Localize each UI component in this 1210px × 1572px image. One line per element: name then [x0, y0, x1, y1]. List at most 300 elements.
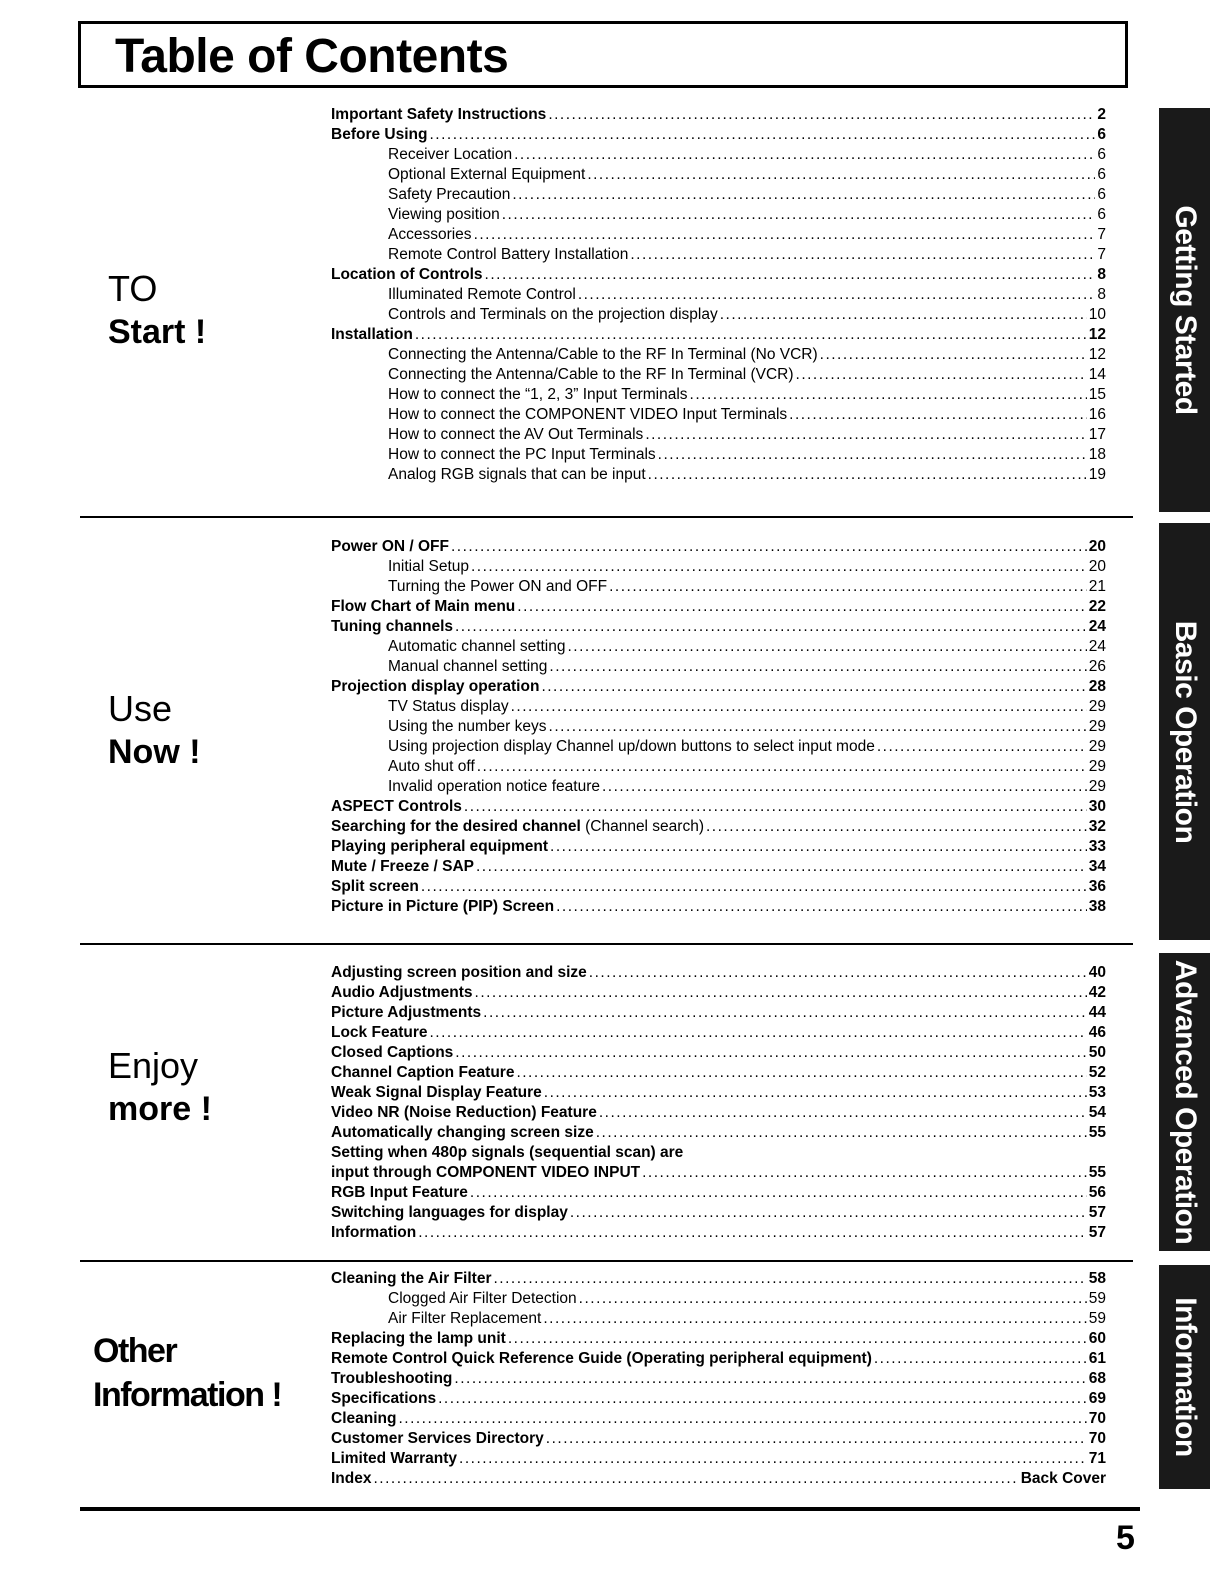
- dot-leader: [549, 717, 1087, 737]
- dot-leader: [874, 1349, 1087, 1369]
- toc-entry-title: [388, 657, 547, 677]
- toc-entry-page: 32: [1088, 818, 1106, 835]
- section-label-line2: Now !: [108, 733, 201, 771]
- toc-entry-page: 2: [1097, 106, 1106, 123]
- toc-entry-page: 14: [1088, 366, 1106, 383]
- toc-entry-title: [331, 1203, 568, 1223]
- toc-entry: [331, 1349, 1106, 1369]
- toc-entry-title: [388, 757, 475, 777]
- toc-entry-page: 16: [1088, 406, 1106, 423]
- bottom-rule: [80, 1507, 1140, 1511]
- dot-leader: [438, 1389, 1087, 1409]
- toc-entry-page: 34: [1088, 858, 1106, 875]
- toc-entry-title-text: Connecting the Antenna/Cable to the RF In Terminal (No VCR): [388, 346, 818, 363]
- toc-entry: [331, 1203, 1106, 1223]
- section-label-line2: Start !: [108, 313, 207, 351]
- section-divider: [80, 943, 1133, 945]
- toc-entry-page: 29: [1088, 778, 1106, 795]
- toc-entry-title: [331, 125, 427, 145]
- toc-entry-page: 18: [1088, 446, 1106, 463]
- toc-entry-title: [388, 1289, 577, 1309]
- dot-leader: [455, 1043, 1086, 1063]
- toc-entry-page: 68: [1088, 1370, 1106, 1387]
- dot-leader: [546, 1429, 1087, 1449]
- toc-entry-page: 6: [1097, 186, 1106, 203]
- toc-entry-title-text: Flow Chart of Main menu: [331, 598, 516, 615]
- toc-entry-title-text: ASPECT Controls: [331, 798, 462, 815]
- toc-entry-title: [388, 225, 472, 245]
- toc-entry: [331, 1329, 1106, 1349]
- dot-leader: [418, 1223, 1087, 1243]
- toc-entry-page: 12: [1088, 346, 1106, 363]
- toc-entry-title-text: input through COMPONENT VIDEO INPUT: [331, 1164, 641, 1181]
- dot-leader: [429, 1023, 1086, 1043]
- toc-entry-page: 24: [1088, 638, 1106, 655]
- toc-entry: [331, 405, 1106, 425]
- tab-label: Getting Started: [1168, 205, 1202, 415]
- toc-entry-title: [388, 205, 500, 225]
- tab-information: [1159, 1265, 1210, 1489]
- toc-entry-title-text: Before Using: [331, 126, 428, 143]
- toc-entry-page: 28: [1088, 678, 1106, 695]
- toc-entry-title-text: RGB Input Feature: [331, 1184, 468, 1201]
- toc-entry-title-text: Using projection display Channel up/down buttons to select input mode: [388, 738, 875, 755]
- toc-entry-page: 69: [1088, 1390, 1106, 1407]
- dot-leader: [474, 225, 1096, 245]
- toc-entry-title: [331, 677, 539, 697]
- toc-entry-page: 53: [1088, 1084, 1106, 1101]
- toc-entry: [331, 445, 1106, 465]
- toc-entry: [331, 557, 1106, 577]
- dot-leader: [648, 465, 1087, 485]
- section-label-line1: Use: [108, 688, 173, 729]
- dot-leader: [579, 1289, 1087, 1309]
- toc-entry-title: [331, 1003, 481, 1023]
- toc-entry: [331, 577, 1106, 597]
- tab-getting-started: [1159, 108, 1210, 512]
- toc-entry-title: [388, 405, 787, 425]
- toc-entry-title: [331, 983, 473, 1003]
- toc-entry-title-text: Replacing the lamp unit: [331, 1330, 506, 1347]
- dot-leader: [609, 577, 1087, 597]
- toc-entry: [331, 1469, 1106, 1489]
- dot-leader: [451, 537, 1087, 557]
- toc-entry: [331, 245, 1106, 265]
- toc-entry-title-text: Receiver Location: [388, 146, 513, 163]
- dot-leader: [820, 345, 1087, 365]
- toc-entry-page: 6: [1097, 206, 1106, 223]
- dot-leader: [877, 737, 1087, 757]
- dot-leader: [548, 105, 1095, 125]
- toc-entry-title: [388, 305, 718, 325]
- toc-entry-page: 29: [1088, 758, 1106, 775]
- dot-leader: [508, 1329, 1087, 1349]
- dot-leader: [485, 265, 1096, 285]
- dot-leader: [796, 365, 1087, 385]
- toc-entry-title-text: Cleaning: [331, 1410, 397, 1427]
- toc-entry-page: 7: [1097, 226, 1106, 243]
- toc-entry-title-text: Using the number keys: [388, 718, 547, 735]
- dot-leader: [578, 285, 1096, 305]
- toc-entry: [331, 1289, 1106, 1309]
- toc-group-use: [331, 537, 1106, 917]
- toc-entry-title: [331, 837, 548, 857]
- toc-entry: [331, 817, 1106, 837]
- toc-entry: [331, 1103, 1106, 1123]
- toc-entry-title: [388, 637, 566, 657]
- toc-entry: [331, 265, 1106, 285]
- toc-entry-title: [331, 1469, 371, 1489]
- toc-entry: [331, 1083, 1106, 1103]
- toc-entry-title-text: Lock Feature: [331, 1024, 428, 1041]
- section-label-other: [93, 1329, 281, 1417]
- dot-leader: [587, 165, 1095, 185]
- toc-entry-title-text: Remote Control Quick Reference Guide (Operating peripheral equipment): [331, 1350, 872, 1367]
- section-label-start: [108, 268, 206, 354]
- toc-entry: [331, 983, 1106, 1003]
- toc-entry-title-text: Playing peripheral equipment: [331, 838, 549, 855]
- dot-leader: [455, 617, 1087, 637]
- toc-entry-title: [388, 285, 576, 305]
- tab-basic-operation: [1159, 523, 1210, 940]
- toc-entry: [331, 757, 1106, 777]
- toc-entry-title: [331, 1143, 683, 1163]
- toc-entry-title: [331, 1163, 640, 1183]
- toc-entry-title: [388, 345, 818, 365]
- section-divider: [80, 516, 1133, 518]
- toc-entry-page: 6: [1097, 146, 1106, 163]
- toc-entry-title-text: How to connect the PC Input Terminals: [388, 446, 656, 463]
- toc-entry-page: 55: [1088, 1124, 1106, 1141]
- toc-entry: [331, 365, 1106, 385]
- toc-entry-page: 24: [1088, 618, 1106, 635]
- toc-entry-page: 59: [1088, 1310, 1106, 1327]
- toc-entry: [331, 1389, 1106, 1409]
- dot-leader: [471, 557, 1087, 577]
- toc-entry-title-text: Cleaning the Air Filter: [331, 1270, 492, 1287]
- toc-entry-title-text: TV Status display: [388, 698, 509, 715]
- toc-entry: [331, 537, 1106, 557]
- toc-entry-title-text: Controls and Terminals on the projection display: [388, 306, 718, 323]
- toc-entry-title: [331, 1043, 453, 1063]
- toc-entry-title-text: Picture Adjustments: [331, 1004, 482, 1021]
- toc-entry-title: [331, 877, 419, 897]
- dot-leader: [475, 983, 1087, 1003]
- toc-entry-title: [331, 1223, 416, 1243]
- dot-leader: [706, 817, 1087, 837]
- toc-entry: [331, 1429, 1106, 1449]
- tab-label: Basic Operation: [1168, 620, 1202, 843]
- section-label-line1: TO: [108, 268, 158, 309]
- toc-entry-title: [331, 1123, 594, 1143]
- toc-entry-title-text: Illuminated Remote Control: [388, 286, 576, 303]
- toc-entry: [331, 1143, 1106, 1163]
- toc-entry-title-text: Remote Control Battery Installation: [388, 246, 629, 263]
- toc-entry: [331, 125, 1106, 145]
- toc-entry: [331, 1223, 1106, 1243]
- toc-entry: [331, 637, 1106, 657]
- toc-entry-title: [331, 1369, 452, 1389]
- toc-entry-page: 38: [1088, 898, 1106, 915]
- tab-label: Information: [1168, 1297, 1202, 1457]
- toc-entry-page: 57: [1088, 1204, 1106, 1221]
- toc-group-start: [331, 105, 1106, 485]
- toc-entry-title: [388, 385, 688, 405]
- toc-entry-title-text: Invalid operation notice feature: [388, 778, 600, 795]
- dot-leader: [502, 205, 1096, 225]
- dot-leader: [544, 1083, 1087, 1103]
- toc-entry-page: 20: [1088, 558, 1106, 575]
- toc-entry-title-text: Turning the Power ON and OFF: [388, 578, 608, 595]
- toc-entry-title-text: Picture in Picture (PIP) Screen: [331, 898, 555, 915]
- toc-entry-title-text: Adjusting screen position and size: [331, 964, 587, 981]
- toc-entry: [331, 837, 1106, 857]
- toc-entry: [331, 165, 1106, 185]
- toc-entry: [331, 737, 1106, 757]
- toc-entry-page: 29: [1088, 738, 1106, 755]
- toc-entry-title: [331, 1103, 597, 1123]
- dot-leader: [630, 245, 1095, 265]
- toc-entry-page: 55: [1088, 1164, 1106, 1181]
- toc-entry-page: 6: [1097, 166, 1106, 183]
- toc-entry-title-text: Projection display operation: [331, 678, 540, 695]
- dot-leader: [516, 1063, 1086, 1083]
- toc-entry: [331, 963, 1106, 983]
- toc-entry-page: 19: [1088, 466, 1106, 483]
- toc-entry: [331, 1043, 1106, 1063]
- toc-entry-page: 57: [1088, 1224, 1106, 1241]
- toc-entry-title-text: Manual channel setting: [388, 658, 548, 675]
- dot-leader: [517, 597, 1086, 617]
- toc-entry-title: [331, 1269, 491, 1289]
- toc-entry: [331, 717, 1106, 737]
- dot-leader: [511, 697, 1087, 717]
- dot-leader: [477, 757, 1087, 777]
- toc-entry-title-text: Mute / Freeze / SAP: [331, 858, 474, 875]
- toc-entry-title-text: Connecting the Antenna/Cable to the RF In Terminal (VCR): [388, 366, 794, 383]
- toc-entry-title-text: Automatic channel setting: [388, 638, 566, 655]
- dot-leader: [543, 1309, 1086, 1329]
- dot-leader: [459, 1449, 1087, 1469]
- toc-entry-title-text: Optional External Equipment: [388, 166, 586, 183]
- dot-leader: [602, 777, 1087, 797]
- toc-entry: [331, 697, 1106, 717]
- tab-advanced-operation: [1159, 953, 1210, 1251]
- tab-label: Advanced Operation: [1168, 959, 1202, 1245]
- toc-entry-page: 58: [1088, 1270, 1106, 1287]
- toc-entry-page: 10: [1088, 306, 1106, 323]
- dot-leader: [599, 1103, 1087, 1123]
- toc-entry-title: [388, 185, 510, 205]
- toc-entry-title: [331, 617, 453, 637]
- toc-entry: [331, 657, 1106, 677]
- toc-entry-title-text: Tuning channels: [331, 618, 453, 635]
- dot-leader: [568, 637, 1087, 657]
- toc-entry-title-text: Important Safety Instructions: [331, 106, 547, 123]
- toc-entry-page: 42: [1088, 984, 1106, 1001]
- dot-leader: [642, 1163, 1087, 1183]
- toc-entry-page: 29: [1088, 718, 1106, 735]
- toc-entry-title-text: Automatically changing screen size: [331, 1124, 594, 1141]
- toc-entry-title-text: Analog RGB signals that can be input: [388, 466, 646, 483]
- toc-entry-page: 30: [1088, 798, 1106, 815]
- toc-entry-title-text: Weak Signal Display Feature: [331, 1084, 542, 1101]
- toc-entry-title-text: Audio Adjustments: [331, 984, 473, 1001]
- toc-entry-title-text: Closed Captions: [331, 1044, 454, 1061]
- toc-entry-title-text: Safety Precaution: [388, 186, 511, 203]
- dot-leader: [570, 1203, 1087, 1223]
- toc-entry-title-text: Air Filter Replacement: [388, 1310, 542, 1327]
- toc-entry: [331, 1183, 1106, 1203]
- toc-entry-title: [388, 365, 794, 385]
- toc-entry-title: [388, 145, 512, 165]
- toc-entry-title: [331, 1183, 468, 1203]
- toc-entry: [331, 345, 1106, 365]
- toc-entry: [331, 305, 1106, 325]
- toc-entry-title: [331, 1063, 514, 1083]
- toc-entry: [331, 1163, 1106, 1183]
- dot-leader: [658, 445, 1087, 465]
- section-label-enjoy: [108, 1045, 212, 1131]
- toc-entry-title: [331, 857, 474, 877]
- toc-entry-page: 60: [1088, 1330, 1106, 1347]
- toc-entry: [331, 797, 1106, 817]
- toc-entry-page: 17: [1088, 426, 1106, 443]
- toc-entry: [331, 465, 1106, 485]
- toc-entry-page: 8: [1097, 286, 1106, 303]
- section-divider: [80, 1260, 1133, 1262]
- toc-entry-page: 29: [1088, 698, 1106, 715]
- toc-entry: [331, 425, 1106, 445]
- dot-leader: [541, 677, 1086, 697]
- toc-entry-title: [388, 425, 643, 445]
- dot-leader: [493, 1269, 1086, 1289]
- toc-entry-title-text: Specifications: [331, 1390, 437, 1407]
- toc-entry-page: 70: [1088, 1410, 1106, 1427]
- toc-entry-title-text: Channel Caption Feature: [331, 1064, 515, 1081]
- toc-entry-page: 7: [1097, 246, 1106, 263]
- toc-entry-title: [388, 245, 628, 265]
- toc-entry-title: [388, 737, 875, 757]
- toc-entry-title-text: Initial Setup: [388, 558, 469, 575]
- dot-leader: [476, 857, 1087, 877]
- toc-entry-page: 61: [1088, 1350, 1106, 1367]
- toc-entry-title-text: Accessories: [388, 226, 472, 243]
- dot-leader: [373, 1469, 1018, 1489]
- toc-entry-title-text: Installation: [331, 326, 413, 343]
- toc-entry-title-text: Switching languages for display: [331, 1204, 568, 1221]
- dot-leader: [596, 1123, 1087, 1143]
- toc-entry-title-text: How to connect the AV Out Terminals: [388, 426, 644, 443]
- toc-entry-title-text: Split screen: [331, 878, 419, 895]
- toc-entry: [331, 857, 1106, 877]
- title-box: [78, 21, 1128, 88]
- toc-entry: [331, 1449, 1106, 1469]
- toc-entry-title-suffix: (Channel search): [580, 818, 704, 835]
- dot-leader: [550, 837, 1087, 857]
- toc-entry: [331, 225, 1106, 245]
- toc-entry: [331, 1123, 1106, 1143]
- toc-entry-title-text: Index: [331, 1470, 372, 1487]
- toc-entry: [331, 1269, 1106, 1289]
- dot-leader: [549, 657, 1086, 677]
- dot-leader: [483, 1003, 1087, 1023]
- toc-entry: [331, 1063, 1106, 1083]
- dot-leader: [429, 125, 1095, 145]
- toc-entry-title: [331, 1389, 436, 1409]
- toc-entry-page: 52: [1088, 1064, 1106, 1081]
- dot-leader: [464, 797, 1087, 817]
- toc-entry-title: [331, 1023, 427, 1043]
- toc-entry-page: 20: [1088, 538, 1106, 555]
- toc-entry-title: [388, 465, 646, 485]
- toc-entry-title-text: Troubleshooting: [331, 1370, 453, 1387]
- toc-entry: [331, 1309, 1106, 1329]
- dot-leader: [645, 425, 1086, 445]
- toc-entry-title: [331, 817, 704, 837]
- toc-group-other: [331, 1269, 1106, 1489]
- toc-entry-title: [388, 577, 607, 597]
- toc-entry-title: [331, 325, 413, 345]
- toc-entry-title: [331, 1409, 396, 1429]
- dot-leader: [690, 385, 1087, 405]
- toc-entry: [331, 385, 1106, 405]
- toc-entry-title-text: Searching for the desired channel: [331, 818, 581, 835]
- toc-entry-title: [388, 1309, 541, 1329]
- toc-entry-title: [331, 897, 554, 917]
- toc-entry-page: 6: [1097, 126, 1106, 143]
- dot-leader: [421, 877, 1087, 897]
- toc-entry: [331, 617, 1106, 637]
- section-label-line1: Enjoy: [108, 1045, 199, 1086]
- dot-leader: [589, 963, 1087, 983]
- toc-entry: [331, 677, 1106, 697]
- dot-leader: [470, 1183, 1087, 1203]
- toc-entry-page: 8: [1097, 266, 1106, 283]
- toc-entry: [331, 145, 1106, 165]
- dot-leader: [398, 1409, 1086, 1429]
- page-number: 5: [1116, 1519, 1135, 1557]
- toc-entry-page: 44: [1088, 1004, 1106, 1021]
- toc-entry-page: 21: [1088, 578, 1106, 595]
- toc-entry-page: 59: [1088, 1290, 1106, 1307]
- toc-entry-title: [388, 777, 600, 797]
- toc-entry-title-text: Clogged Air Filter Detection: [388, 1290, 577, 1307]
- toc-entry: [331, 325, 1106, 345]
- toc-entry-title: [388, 717, 547, 737]
- toc-entry-page: 50: [1088, 1044, 1106, 1061]
- toc-entry: [331, 777, 1106, 797]
- toc-entry-page: 22: [1088, 598, 1106, 615]
- section-label-use: [108, 688, 201, 774]
- toc-entry-title: [331, 1449, 457, 1469]
- dot-leader: [415, 325, 1087, 345]
- toc-entry: [331, 1369, 1106, 1389]
- toc-entry-title-text: Video NR (Noise Reduction) Feature: [331, 1104, 597, 1121]
- dot-leader: [556, 897, 1087, 917]
- toc-entry-title: [331, 1349, 872, 1369]
- toc-entry-page: 33: [1088, 838, 1106, 855]
- toc-entry-title: [331, 537, 449, 557]
- toc-entry-title-text: How to connect the “1, 2, 3” Input Terminals: [388, 386, 688, 403]
- toc-entry: [331, 1409, 1106, 1429]
- dot-leader: [512, 185, 1095, 205]
- dot-leader: [514, 145, 1095, 165]
- toc-entry: [331, 597, 1106, 617]
- toc-entry-title-text: Auto shut off: [388, 758, 475, 775]
- toc-entry-title: [331, 265, 483, 285]
- dot-leader: [454, 1369, 1086, 1389]
